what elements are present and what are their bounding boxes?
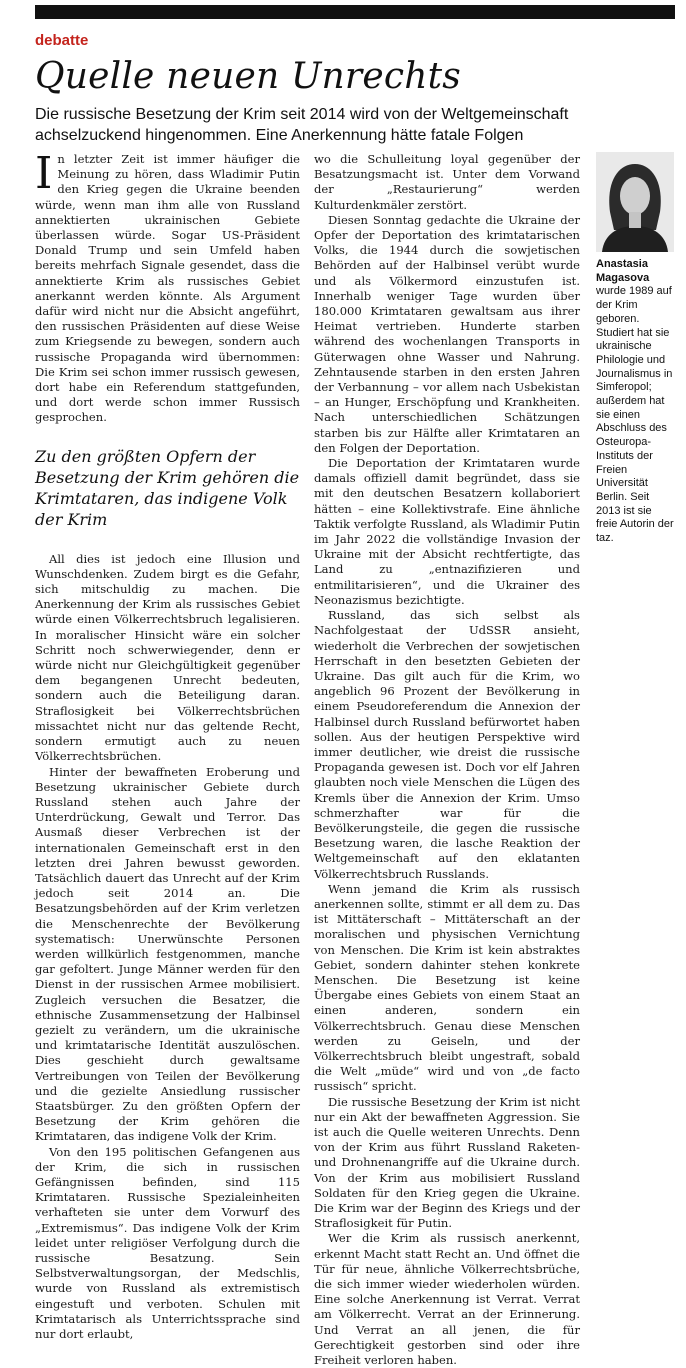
paragraph: Wer die Krim als russisch anerkennt, erkennt Macht statt Recht an. Und öffnet die Tür für neue, ähnliche Völkerrechtsbrüche, die sich immer wieder wiederholen würden. Eine solche Anerkennung ist Verrat. Verrat am Völkerrecht. Verrat an der Erinnerung. Und Verrat an all jenen, die für Gerechtigkeit gestorben sind oder ihre Freiheit verloren haben. bbox=[314, 1231, 580, 1368]
pull-quote: Zu den größten Opfern der Besetzung der Krim gehören die Krimtataren, das indigene Volk der Krim bbox=[35, 446, 300, 529]
author-photo bbox=[596, 152, 674, 252]
paragraph: Die Deportation der Krimtataren wurde damals offiziell damit begründet, dass sie mit den deutschen Besatzern kollaboriert hätten – eine Kollektivstrafe. Eine ähnliche Taktik verfolgte Russland, als Wladimir Putin im Jahr 2022 die vollständige Invasion der Ukraine mit der Absicht rechtfertigte, das Land zu „entnazifizieren und entmilitarisieren“, und die Ukrainer des Neonazismus bezichtigte. bbox=[314, 456, 580, 607]
author-bio bbox=[596, 258, 676, 546]
author-bio-text: wurde 1989 auf der Krim geboren. Studiert hat sie ukrainische Philologie und Journalismus in Simferopol; außerdem hat sie einen Abschluss des Osteuropa-Instituts der Freien Universität Berlin. Seit 2013 ist sie freie Autorin der taz. bbox=[596, 285, 674, 545]
paragraph: Von den 195 politischen Gefangenen aus der Krim, die sich in russischen Gefängnissen befinden, sind 115 Krimtataren. Russische Spezialeinheiten verhafteten sie unter dem Vorwurf des „Extremismus“. Das indigene Volk der Krim leidet unter religiöser Verfolgung durch die russische Besatzung. Sein Selbstverwaltungsorgan, der Medschlis, wurde von Russland als extremistisch eingestuft und verboten. Schulen mit Krimtatarisch als Unterrichtssprache sind nur dort erlaubt, bbox=[35, 1144, 300, 1342]
article-column-2 bbox=[314, 152, 580, 1368]
paragraph: Russland, das sich selbst als Nachfolgestaat der UdSSR ansieht, wiederholt die Verbrechen der sowjetischen Herrschaft in den besetzten Gebieten der Ukraine. Das gilt auch für die Krim, wo angeblich 96 Prozent der Bevölkerung in einem Pseudoreferendum die Annexion der Halbinsel durch Russland befürwortet haben sollen. Aus der heutigen Perspektive wird immer deutlicher, wie dreist die russische Propaganda gewesen ist. Doch vor elf Jahren glaubten noch viele Menschen die Lügen des Kremls über die Annexion der Krim. Umso schmerzhafter war für die Bevölkerungsteile, die gegen die russische Besetzung waren, die lasche Reaktion der Weltgemeinschaft auf den eklatanten Völkerrechtsbruch Russlands. bbox=[314, 608, 580, 881]
paragraph: Hinter der bewaffneten Eroberung und Besetzung ukrainischer Gebiete durch Russland stehen auch Jahre der Unterdrückung, Gewalt und Terror. Das Ausmaß dieser Verbrechen ist der internationalen Gemeinschaft erst in den letzten drei Jahren bewusst geworden. Tatsächlich dauert das Unrecht auf der Krim jedoch seit 2014 an. Die Besatzungsbehörden auf der Krim verletzen die Menschenrechte der Bevölkerung systematisch: Unerwünschte Personen werden willkürlich festgenommen, manche gar gefoltert. Junge Männer werden für den Dienst in der russischen Armee mobilisiert. Zugleich versuchen die Besatzer, die ethnische Zusammensetzung der Halbinsel gezielt zu verändern, um die ukrainische und krimtatarische Identität auszulöschen. Dies geschieht durch gewaltsame Vertreibungen von Teilen der Bevölkerung und die gezielte Ansiedlung russischer Staatsbürger. Zu den größten Opfern der Besetzung der Krim gehören die Krimtataren, das indigene Volk der Krim. bbox=[35, 764, 300, 1144]
paragraph: wo die Schulleitung loyal gegenüber der Besatzungsmacht ist. Unter dem Vorwand der „Restaurierung“ werden Kulturdenkmäler zerstört. bbox=[314, 152, 580, 212]
article-column-1 bbox=[35, 148, 300, 1342]
paragraph: All dies ist jedoch eine Illusion und Wunschdenken. Zudem birgt es die Gefahr, sich mitschuldig zu machen. Die Anerkennung der Krim als russisches Gebiet würde einen Völkerrechtsbruch legalisieren. In moralischer Hinsicht wäre ein solcher Schritt noch schwerwiegender, denn er würde nicht nur Gleichgültigkeit gegenüber dem begangenen Unrecht bedeuten, sondern auch die Beteiligung daran. Straflosigkeit bei Völkerrechtsbrüchen missachtet nicht nur das geltende Recht, sondern ermutigt auch zu neuen Völkerrechtsbrüchen. bbox=[35, 551, 300, 764]
paragraph: Die russische Besetzung der Krim ist nicht nur ein Akt der bewaffneten Aggression. Sie ist auch die Quelle weiteren Unrechts. Denn von der Krim aus führt Russland Raketen- und Drohnenangriffe auf die Ukraine durch. Von der Krim aus mobilisiert Russland Soldaten für den Krieg gegen die Ukraine. Die Krim war der Beginn des Kriegs und der Straflosigkeit für Putin. bbox=[314, 1094, 580, 1231]
top-rule-bar bbox=[35, 5, 675, 19]
paragraph bbox=[35, 148, 300, 426]
drop-cap: I bbox=[35, 148, 53, 199]
author-portrait-icon bbox=[596, 152, 674, 252]
article-standfirst: Die russische Besetzung der Krim seit 2014 wird von der Weltgemeinschaft achselzuckend hingenommen. Eine Anerkennung hätte fatale Folgen bbox=[35, 106, 569, 144]
paragraph: Diesen Sonntag gedachte die Ukraine der Opfer der Deportation des krimtatarischen Volks, die 1944 durch die sowjetischen Behörden auf der Halbinsel verübt wurde und als Völkermord einzustufen ist. Innerhalb weniger Tage wurden über 180.000 Krimtataren gewaltsam aus ihrer Heimat vertrieben. Hunderte starben während des wochenlangen Transports in Güterwagen ohne Wasser und Nahrung. Zehntausende starben in den ersten Jahren der Verbannung – vor allem nach Usbekistan – an Hunger, Erschöpfung und Krankheiten. Nach unterschiedlichen Schätzungen starben bis zur Hälfte aller Krimtataren an den Folgen der Deportation. bbox=[314, 212, 580, 455]
author-box bbox=[596, 152, 676, 546]
paragraph-text: n letzter Zeit ist immer häufiger die Meinung zu hören, dass Wladimir Putin den Krieg gegen die Ukraine beenden würde, wenn man ihm alle von Russland annektierten ukrainischen Gebiete überlassen würde. Sogar US-Präsident Donald Trump und sein Umfeld haben bereits mehrfach Signale gesendet, dass die annektierte Krim als russisches Gebiet anerkannt werden könnte. Als Argument dafür wird nicht nur die Absicht angeführt, den russischen Präsidenten auf diese Weise zum Kriegsende zu bewegen, sondern auch russische Propaganda wird übernommen: Die Krim sei schon immer russisch gewesen, dort habe ein Referendum stattgefunden, und dort werde schon immer Russisch gesprochen. bbox=[35, 152, 300, 425]
section-kicker: debatte bbox=[35, 32, 89, 49]
article-headline: Quelle neuen Unrechts bbox=[35, 56, 461, 97]
author-name: Anastasia Magasova bbox=[596, 258, 650, 284]
paragraph: Wenn jemand die Krim als russisch anerkennen sollte, stimmt er all dem zu. Das ist Mittäterschaft – Mittäterschaft an der moralischen und physischen Vernichtung von Menschen. Die Krim ist kein abstraktes Gebiet, sondern dahinter stehen konkrete Menschen. Die Besetzung ist keine Übergabe eines Gebiets von einem Staat an einen anderen, sondern ein Völkerrechtsbruch. Genau diese Menschen werden zu Geiseln, und der Völkerrechtsbruch bleibt ungestraft, sobald die Welt „müde“ wird und von „de facto russisch“ spricht. bbox=[314, 881, 580, 1094]
